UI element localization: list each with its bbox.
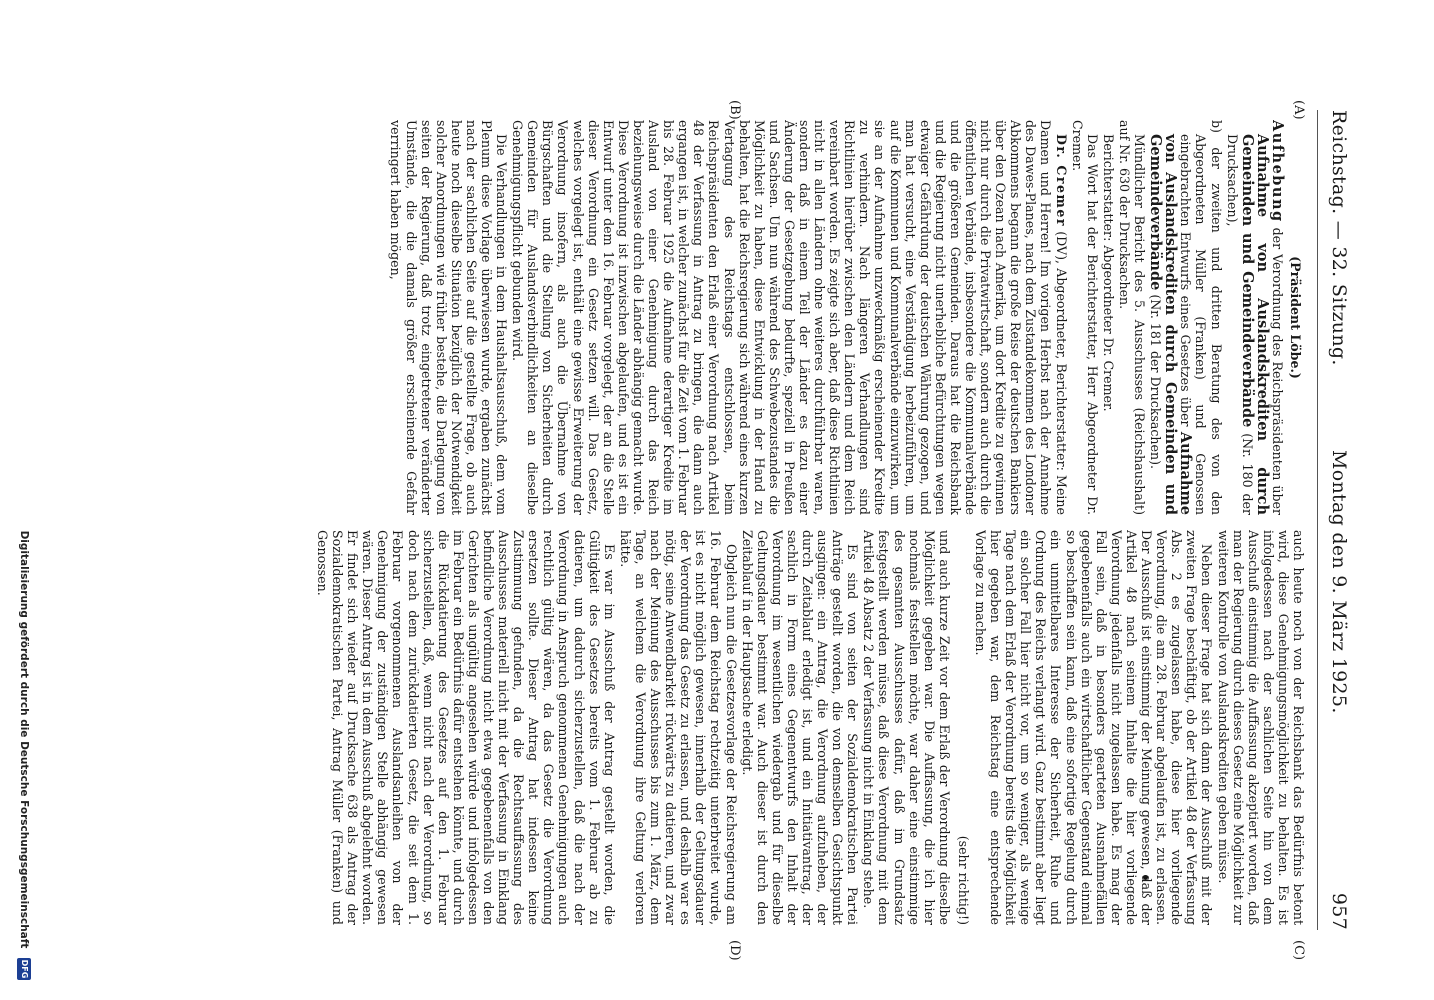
- speech-paragraph: Neben dieser Frage hat sich dann der Ausschuß mit der zweiten Frage beschäftigt, ob der Artikel 48 der Verfassung Abs. 2 es zugelassen habe, diese hier vorliegende Verordnung, die am 28. Februar abgelaufen ist, zu erlassen. Der Ausschuß ist einstimmig der Meinung gewesen, daß der Artikel 48 nach seinem Inhalte die hier vorliegende Verordnung jedenfalls nicht zugelassen habe. Es mag der Fall sein, daß in besonders gearteten Ausnahmefällen gegebenenfalls auch ein wirtschaftlicher Gegenstand einmal so beschaffen sein kann, daß eine sofortige Regelung durch ein unmittelbares Interesse der Sicherheit, Ruhe und Ordnung des Reichs verlangt wird. Ganz bestimmt aber liegt ein solcher Fall hier nicht vor, um so weniger, als wenige Tage nach dem Erlaß der Verordnung bereits die Möglichkeit hier gegeben war, dem Reichstag eine entsprechende Vorlage zu machen.: [973, 530, 1215, 925]
- dfg-logo: DFG: [17, 958, 31, 980]
- right-column: [106, 530, 1306, 925]
- margin-mark-b: (B): [727, 100, 742, 120]
- speech-paragraph: Obgleich nun die Gesetzesvorlage der Reichsregierung am 16. Februar dem Reichstag rechtzeitig unterbreitet wurde, ist es nicht möglich gewesen, innerhalb der Geltungsdauer der Verordnung das Gesetz zu erlassen, und deshalb war es nötig, seine Anwendbarkeit rückwärts zu datieren, und zwar nach der Meinung des Ausschusses bis zum 1. März, dem Tage, an welchem die Verordnung ihre Geltung verloren hätte.: [617, 530, 739, 925]
- agenda-item-b: b) der zweiten und dritten Beratung des von den Abgeordneten Müller (Franken) und Genossen eingebrachten Entwurfs eines Gesetzes über Aufnahme von Auslandskrediten durch Gemeinden und Gemeindeverbände (Nr. 181 der Drucksachen).: [1147, 120, 1224, 515]
- credit-text: Digitalisierung gefördert durch die Deutsche Forschungsgemeinschaft: [18, 530, 30, 949]
- agenda-item-a: Aufhebung der Verordnung des Reichspräsidenten über Aufnahme von Auslandskrediten durch Gemeinden und Gemeindeverbände (Nr. 180 der Drucksachen),: [1224, 120, 1286, 515]
- margin-mark-d: (D): [727, 940, 742, 961]
- header-rule: [1317, 110, 1318, 930]
- speech-paragraph: Dr. Cremer (DV), Abgeordneter, Berichterstatter: Meine Damen und Herren! Im vorigen Herbst nach der Annahme des Dawes-Planes, nach dem Zustandekommen des Londoner Abkommens begann die große Reise der deutschen Bankiers über den Ozean nach Amerika, um dort Kredite zu gewinnen nicht nur durch die Privatwirtschaft, sondern auch durch die öffentlichen Verbände, insbesondere die Kommunalverbände und die größeren Gemeinden. Daraus hat die Reichsbank und die Regierung nicht unerhebliche Befürchtungen wegen etwaiger Gefährdung der deutschen Währung gezogen, und man hat versucht, eine Verständigung herbeizuführen, um auf die Kommunen und Kommunalverbände einzuwirken, um sie an der Aufnahme unzweckmäßig erscheinender Kredite zu verhindern. Nach längeren Verhandlungen sind Richtlinien hierüber zwischen den Ländern und dem Reich vereinbart worden. Es zeigte sich aber, daß diese Richtlinien nicht in allen Ländern ohne weiteres durchführbar waren, sondern daß in einem Teil der Länder es dazu einer Änderung der Gesetzgebung bedurfte, speziell in Preußen und Sachsen. Um nun während des Schwebezustandes die Möglichkeit zu haben, diese Entwicklung in der Hand zu behalten, hat die Reichsregierung sich während eines kurzen Vertagung des Reichstags entschlossen, beim Reichspräsidenten den Erlaß einer Verordnung nach Artikel 48 der Verfassung in Antrag zu bringen, die dann auch ergangen ist, in welcher zunächst für die Zeit vom 1. Februar bis 28. Februar 1925 die Aufnahme derartiger Kredite im Ausland von einer Genehmigung durch das Reich beziehungsweise durch die Länder abhängig gemacht wurde. Diese Verordnung ist inzwischen abgelaufen, und es ist ein Entwurf unter dem 16. Februar vorgelegt, der an die Stelle dieser Verordnung ein Gesetz setzen will. Das Gesetz, welches vorgelegt ist, enthält eine gewisse Erweiterung der Verordnung insofern, als auch die Übernahme von Bürgschaften und die Stellung von Sicherheiten durch Gemeinden für Auslandsverbindlichkeiten an dieselbe Genehmigungspflicht gebunden wird.: [510, 120, 1069, 515]
- margin-mark-a: (A): [1291, 100, 1306, 120]
- speaker-tag: (Präsident Löbe.): [1288, 256, 1303, 379]
- speech-paragraph: Die Verhandlungen in dem Haushaltsausschuß, dem vom Plenum diese Vorlage überwiesen wurde, ergaben zunächst nach der sachlichen Seite auf die gestellte Frage, ob auch heute noch dieselbe Situation bezüglich der Notwendigkeit solcher Anordnungen wie früher bestehe, die Darlegung von seiten der Regierung, daß trotz eingetretener veränderter Umstände, die die damals größer erscheinende Gefahr verringert haben mögen,: [388, 120, 510, 515]
- interjection: (sehr richtig!): [955, 835, 971, 925]
- speech-paragraph: Es war im Ausschuß der Antrag gestellt worden, die Gültigkeit des Gesetzes bereits vom 1. Februar ab zu datieren, um dadurch sicherzustellen, daß die nach der Verordnung in Anspruch genommenen Genehmigungen auch rechtlich gültig wären, da das Gesetz die Verordnung ersetzen sollte. Dieser Antrag hat indessen keine Zustimmung gefunden, da die Rechtsauffassung des Ausschusses materiell nicht mit der Verfassung in Einklang befindliche Verordnung nicht etwa gegebenenfalls von den Gerichten als ungültig angesehen würde und infolgedessen im Februar ein Bedürfnis dafür entstehen könnte, und durch die Rückdatierung des Gesetzes auf den 1. Februar sicherzustellen, daß, wenn nicht nach der Verordnung, so doch nach dem zurückdatierten Gesetz, die seit dem 1. Februar vorgenommenen Auslandsanleihen von der Genehmigung der zuständigen Stelle abhängig gewesen wären. Dieser Antrag ist in dem Ausschuß abgelehnt worden. Er findet sich wieder auf Drucksache 638 als Antrag der Sozialdemokratischen Partei, Antrag Müller (Franken) und Genossen.: [315, 530, 617, 925]
- speech-paragraph: auch heute noch von der Reichsbank das Bedürfnis betont wird, diese Genehmigungsmöglichkeit zu behalten. Es ist infolgedessen nach der sachlichen Seite hin von dem Ausschuß einstimmig die Auffassung akzeptiert worden, daß man der Regierung durch dieses Gesetz eine Möglichkeit zur weiteren Kontrolle von Auslandskrediten geben müsse.: [1215, 530, 1306, 925]
- digitization-credit: [5, 0, 31, 980]
- left-column: [106, 120, 1306, 515]
- header-session: Reichstag. — 32. Sitzung.: [1328, 110, 1350, 366]
- margin-mark-c: (C): [1291, 940, 1306, 961]
- committee-report: Mündlicher Bericht des 5. Ausschusses (Reichshaushalt) auf Nr. 630 der Drucksachen.: [1116, 120, 1148, 515]
- speech-paragraph: Es sind von seiten der Sozialdemokratischen Partei Anträge gestellt worden, die von demselben Gesichtspunkt ausgingen: ein Antrag, die Verordnung aufzuheben, der durch Zeitablauf erledigt ist, und ein Initiativantrag, der sachlich in Form eines Gegenentwurfs den Inhalt der Verordnung im wesentlichen wiedergab und für dieselbe Geltungsdauer bestimmt war. Auch dieser ist durch den Zeitablauf in der Hauptsache erledigt.: [739, 530, 861, 925]
- header-date: Montag den 9. März 1925.: [1328, 450, 1350, 714]
- reporter-line: Berichterstatter: Abgeordneter Dr. Cremer.: [1100, 134, 1116, 412]
- page-number: 957: [1328, 892, 1350, 930]
- speech-paragraph: und auch kurze Zeit vor dem Erlaß der Verordnung dieselbe Möglichkeit gegeben war. Die Auffassung, die ich hier nochmals feststellen möchte, war daher eine einstimmige des gesamten Ausschusses dafür, daß im Grundsatz festgestellt werden müsse, daß diese Verordnung mit dem Artikel 48 Absatz 2 der Verfassung nicht in Einklang stehe.: [861, 530, 952, 925]
- page-header: [1320, 110, 1350, 930]
- floor-given: Das Wort hat der Berichterstatter, Herr Abgeordneter Dr. Cremer.: [1069, 120, 1100, 515]
